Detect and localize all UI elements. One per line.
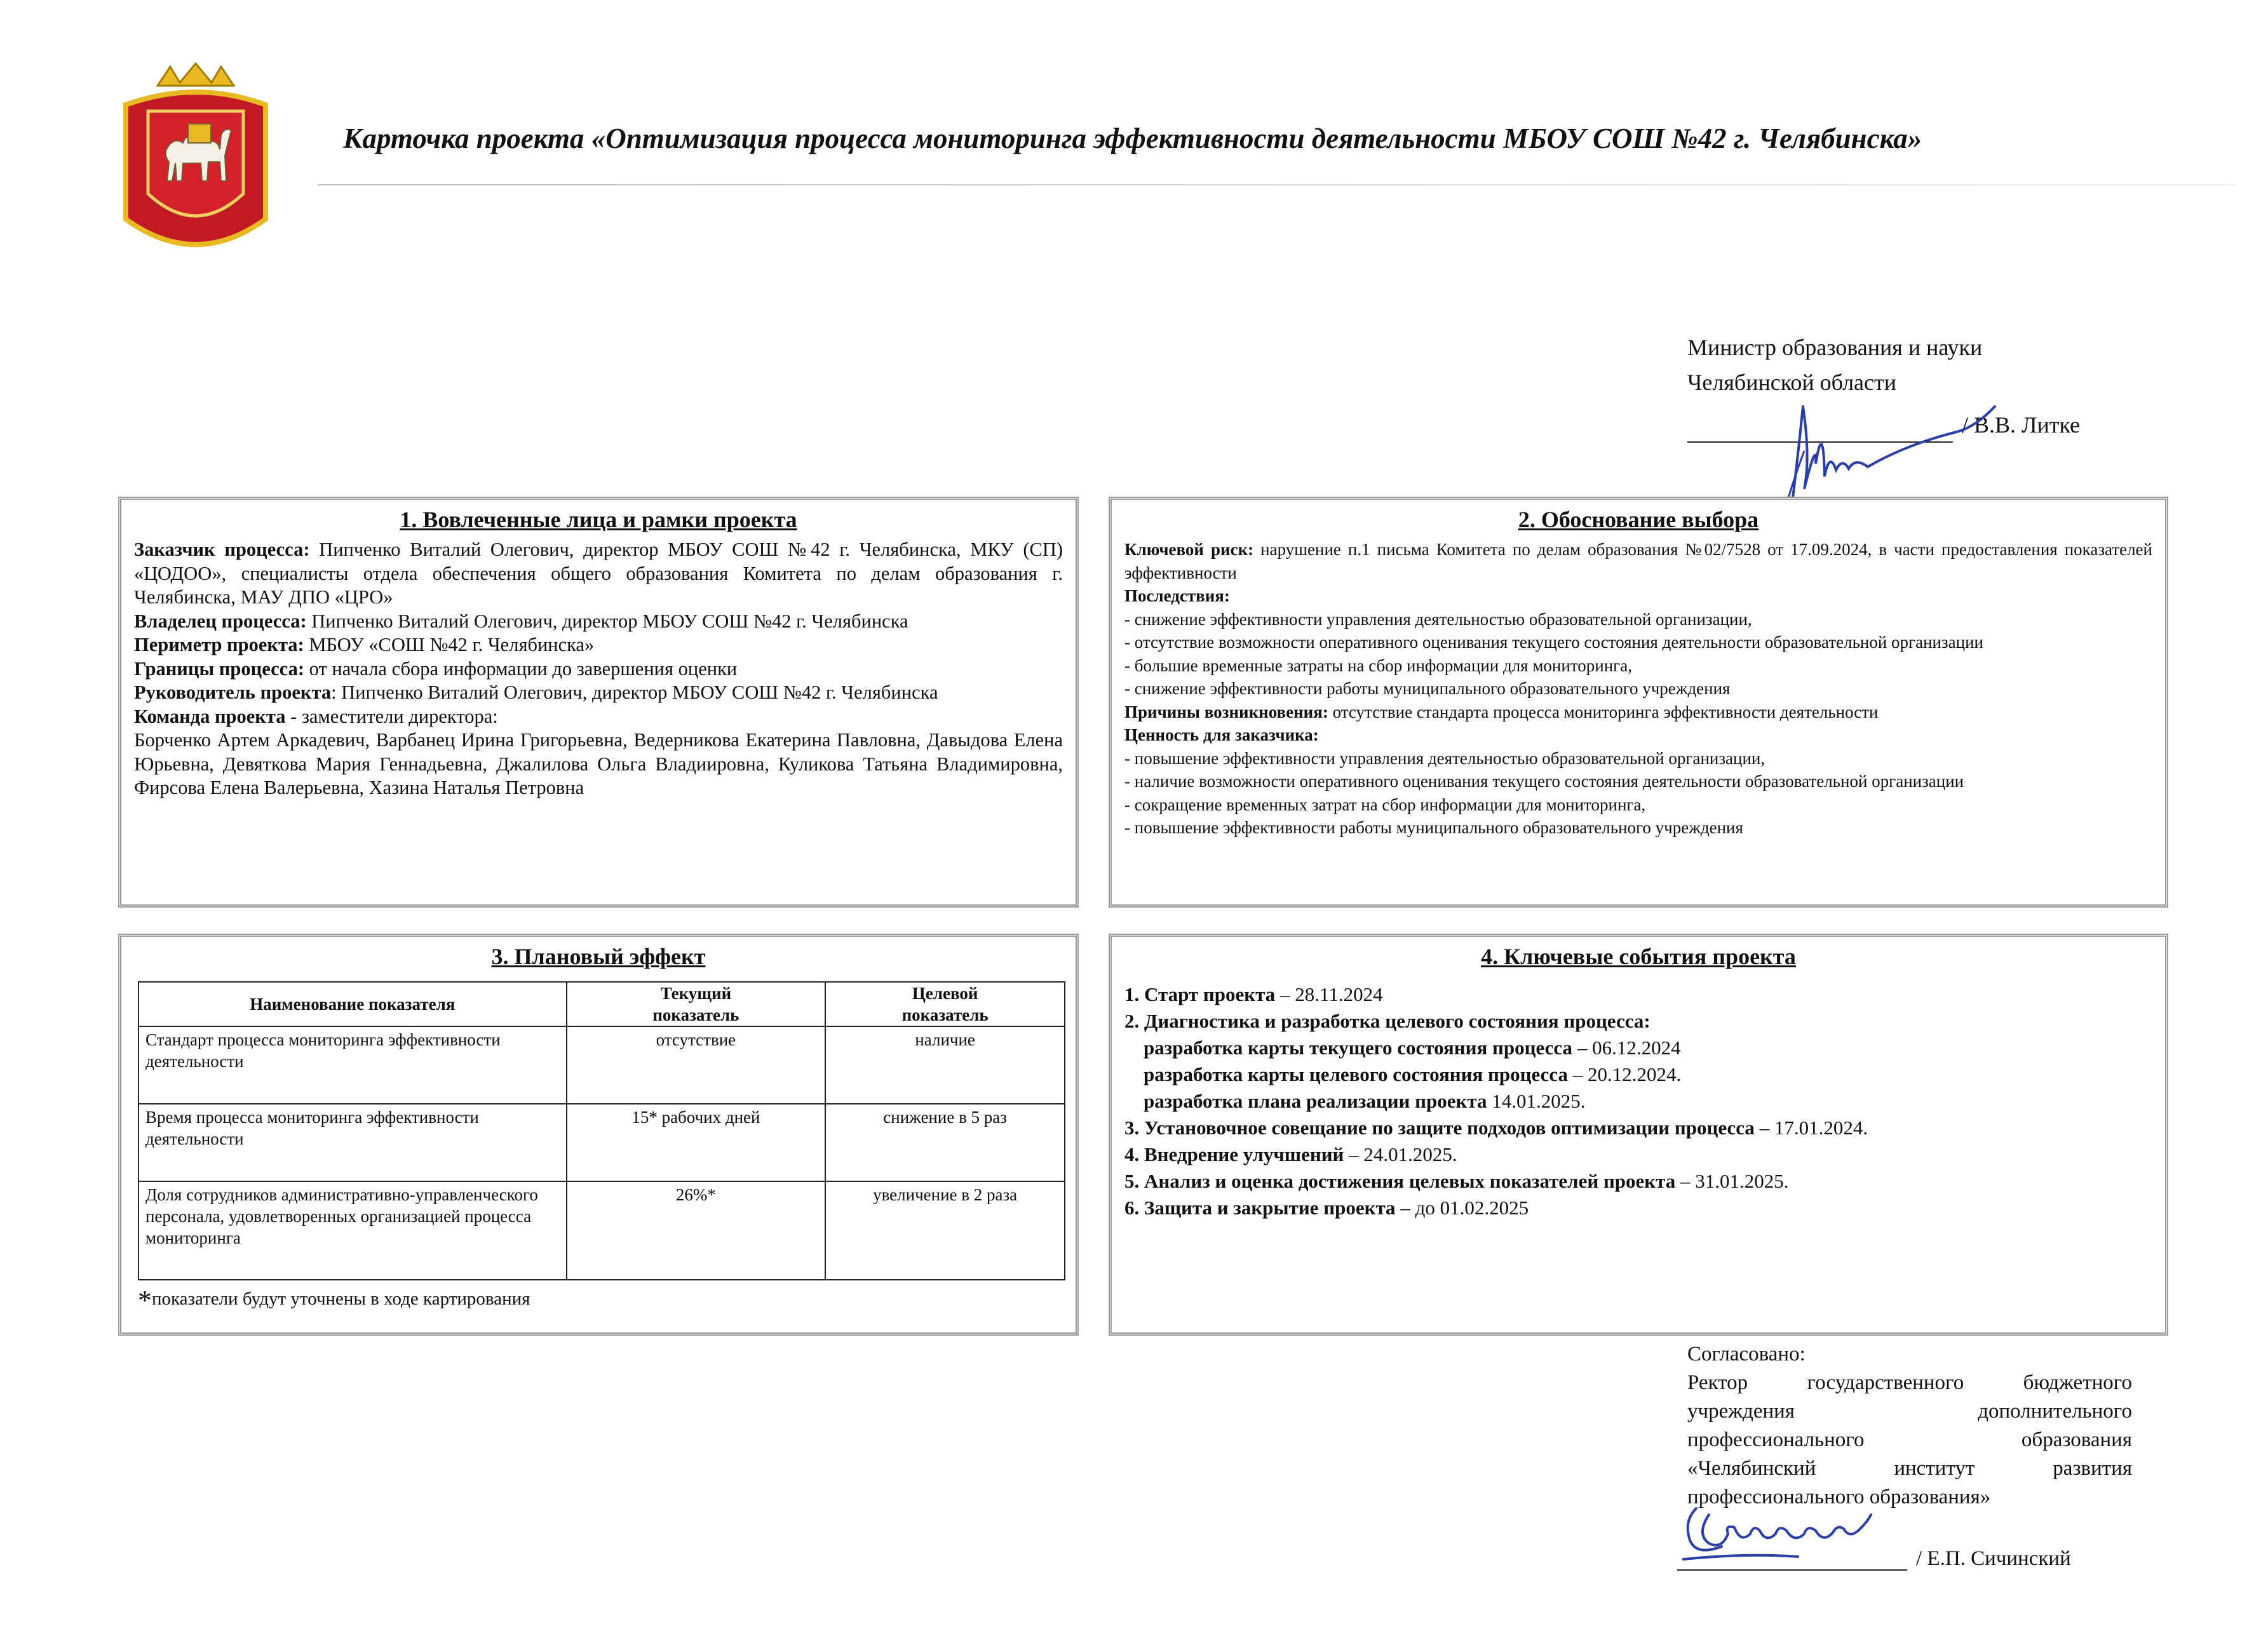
list-item	[1124, 1168, 2152, 1195]
panel-2-title: 2. Обоснование выбора	[1518, 507, 1759, 532]
approval-line-1: Министр образования и науки	[1687, 335, 1983, 360]
team-label: Команда проекта	[134, 705, 286, 727]
event-date: 14.01.2025.	[1487, 1090, 1586, 1112]
approval-signature-row	[1687, 408, 2170, 443]
customer-row	[134, 538, 1063, 610]
team-value: - заместители директора:	[285, 705, 498, 727]
value-item: - повышение эффективности работы муниципального образовательного учреждения	[1124, 818, 1743, 837]
causes-value: отсутствие стандарта процесса мониторинга эффективности деятельности	[1328, 702, 1879, 722]
kpi-name: Время процесса мониторинга эффективности деятельности	[138, 1104, 567, 1181]
list-item	[1124, 1008, 2152, 1035]
approval-signer-name: / В.В. Литке	[1962, 412, 2081, 438]
event-date: – 24.01.2025.	[1344, 1143, 1457, 1165]
agreement-line-5: профессионального образования»	[1687, 1486, 1991, 1508]
team-row	[134, 705, 1063, 729]
agreement-line-2: учреждения дополнительного	[1687, 1400, 2132, 1423]
agreement-line-4: «Челябинский институт развития	[1687, 1457, 2132, 1480]
event-date: – 20.12.2024.	[1568, 1063, 1682, 1085]
events-list	[1124, 981, 2152, 1221]
bounds-value: от начала сбора информации до завершения оценки	[304, 657, 738, 680]
header-divider	[318, 184, 2236, 185]
kpi-current: отсутствие	[567, 1026, 826, 1104]
event-date: – 06.12.2024	[1572, 1037, 1681, 1059]
agreement-signature-row	[1677, 1547, 2071, 1571]
table-row	[138, 1181, 1065, 1280]
kpi-current: 15* рабочих дней	[567, 1104, 826, 1181]
leader-label: Руководитель проекта	[134, 681, 332, 703]
causes-label: Причины возникновения:	[1124, 702, 1328, 722]
causes-row	[1124, 701, 2152, 724]
kpi-col-current: Текущий показатель	[567, 982, 826, 1026]
risk-label: Ключевой риск:	[1124, 540, 1254, 559]
agreement-line-1: Ректор государственного бюджетного	[1687, 1371, 2132, 1394]
value-item: - повышение эффективности управления деятельностью образовательной организации,	[1124, 748, 1765, 768]
panel-1-title: 1. Вовлеченные лица и рамки проекта	[400, 507, 797, 532]
event-date: – 31.01.2025.	[1675, 1170, 1789, 1192]
list-item	[1124, 1141, 2152, 1168]
panel-3-title: 3. Плановый эффект	[491, 944, 706, 969]
value-item: - сокращение временных затрат на сбор информации для мониторинга,	[1124, 795, 1646, 814]
kpi-current: 26%*	[567, 1181, 826, 1280]
consequence-item: - большие временные затраты на сбор информации для мониторинга,	[1124, 655, 1632, 675]
event-label: 4. Внедрение улучшений	[1124, 1143, 1344, 1165]
table-row	[138, 1026, 1065, 1104]
event-label: 1. Старт проекта	[1124, 983, 1276, 1005]
kpi-name: Стандарт процесса мониторинга эффективности деятельности	[138, 1026, 567, 1104]
list-item	[1124, 981, 2152, 1008]
event-label: 5. Анализ и оценка достижения целевых показателей проекта	[1124, 1170, 1676, 1192]
kpi-target: снижение в 5 раз	[825, 1104, 1065, 1181]
list-item	[1124, 1035, 2152, 1061]
list-item	[1124, 1195, 2152, 1221]
value-label-text: Ценность для заказчика:	[1124, 725, 1319, 744]
event-label: 6. Защита и закрытие проекта	[1124, 1197, 1396, 1219]
table-row	[138, 1104, 1065, 1181]
agreement-signature-line	[1677, 1547, 1907, 1571]
risk-value: нарушение п.1 письма Комитета по делам образования №02/7528 от 17.09.2024, в части предоставления показателей эффективности	[1124, 540, 2152, 582]
value-label	[1124, 723, 2152, 747]
leader-row	[134, 681, 1063, 705]
team-members: Борченко Артем Аркадевич, Варбанец Ирина Григорьевна, Ведерникова Екатерина Павловна, Давыдова Елена Юрьевна, Девяткова Мария Геннадьевна, Джалилова Ольга Владиировна, Куликова Татьяна Владимировна, Фирсова Елена Валерьевна, Хазина Наталья Петровна	[134, 729, 1063, 798]
panel-1-body	[134, 538, 1063, 800]
event-date: – 17.01.2024.	[1754, 1117, 1868, 1139]
consequences-label-text: Последствия:	[1124, 586, 1230, 605]
kpi-col-target: Целевой показатель	[825, 982, 1065, 1026]
agreement-block	[1687, 1340, 2132, 1512]
perimeter-row	[134, 633, 1063, 657]
kpi-name: Доля сотрудников административно-управленческого персонала, удовлетворенных организацией процесса мониторинга	[138, 1181, 567, 1280]
footnote-text: показатели будут уточнены в ходе картирования	[152, 1289, 530, 1309]
list-item	[1124, 1088, 2152, 1115]
kpi-table	[138, 981, 1065, 1280]
panel-stakeholders	[118, 497, 1079, 908]
event-date: – до 01.02.2025	[1395, 1197, 1529, 1219]
kpi-footnote	[138, 1284, 1063, 1317]
kpi-target: наличие	[825, 1026, 1065, 1104]
event-label: разработка карты целевого состояния процесса	[1144, 1063, 1569, 1085]
leader-value: : Пипченко Виталий Олегович, директор МБОУ СОШ №42 г. Челябинска	[331, 681, 938, 703]
approval-signature-line	[1687, 416, 1953, 443]
consequence-item: - снижение эффективности работы муниципального образовательного учреждения	[1124, 679, 1731, 698]
bounds-label: Границы процесса:	[134, 657, 304, 680]
consequences-label	[1124, 584, 2152, 608]
panel-2-body	[1124, 538, 2152, 840]
panel-4-title: 4. Ключевые события проекта	[1481, 944, 1796, 969]
panel-justification	[1109, 497, 2168, 908]
event-label: 3. Установочное совещание по защите подходов оптимизации процесса	[1124, 1117, 1755, 1139]
consequence-item: - снижение эффективности управления деятельностью образовательной организации,	[1124, 609, 1752, 629]
value-item: - наличие возможности оперативного оценивания текущего состояния деятельности образовательной организации	[1124, 772, 1964, 791]
customer-value: Пипченко Виталий Олегович, директор МБОУ СОШ №42 г. Челябинска, МКУ (СП) «ЦОДОО», специалисты отдела обеспечения общего образования Комитета по делам образования г. Челябинска, МАУ ДПО «ЦРО»	[134, 539, 1063, 608]
agreement-heading: Согласовано:	[1687, 1343, 1806, 1366]
event-label: разработка карты текущего состояния процесса	[1144, 1037, 1573, 1059]
owner-row	[134, 610, 1063, 634]
event-date: – 28.11.2024	[1275, 983, 1383, 1005]
kpi-target: увеличение в 2 раза	[825, 1181, 1065, 1280]
kpi-header-row	[138, 982, 1065, 1026]
bounds-row	[134, 657, 1063, 681]
list-item	[1124, 1061, 2152, 1088]
footnote-star: *	[138, 1285, 152, 1316]
event-label: 2. Диагностика и разработка целевого состояния процесса:	[1124, 1010, 1650, 1032]
document-title: Карточка проекта «Оптимизация процесса мониторинга эффективности деятельности МБОУ СОШ №42 г. Челябинска»	[343, 123, 1922, 154]
agreement-line-3: профессионального образования	[1687, 1428, 2132, 1451]
perimeter-value: МБОУ «СОШ №42 г. Челябинска»	[304, 634, 595, 655]
event-label: разработка плана реализации проекта	[1144, 1090, 1487, 1112]
approval-line-2: Челябинской области	[1687, 370, 1896, 395]
risk-row	[1124, 538, 2152, 584]
owner-value: Пипченко Виталий Олегович, директор МБОУ СОШ №42 г. Челябинска	[306, 610, 908, 632]
agreement-signer-name: / Е.П. Сичинский	[1916, 1547, 2071, 1570]
coat-of-arms-emblem	[113, 60, 278, 264]
list-item	[1124, 1115, 2152, 1141]
consequence-item: - отсутствие возможности оперативного оценивания текущего состояния деятельности образовательной организации	[1124, 633, 1983, 652]
perimeter-label: Периметр проекта:	[134, 634, 304, 655]
approval-block	[1687, 330, 2170, 443]
owner-label: Владелец процесса:	[134, 610, 307, 632]
kpi-col-name: Наименование показателя	[138, 982, 567, 1026]
panel-key-events	[1109, 934, 2168, 1336]
panel-planned-effect	[118, 934, 1079, 1336]
customer-label: Заказчик процесса:	[134, 539, 310, 560]
